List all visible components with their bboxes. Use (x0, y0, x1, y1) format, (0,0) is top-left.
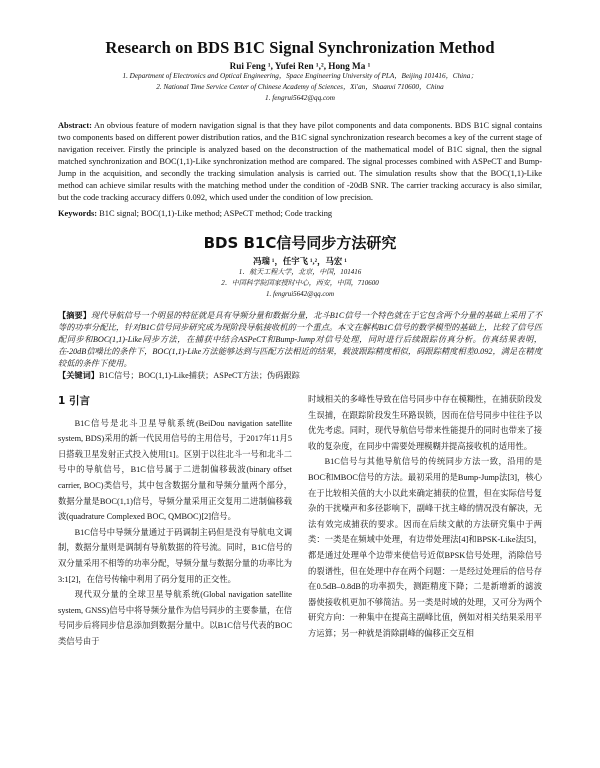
abstract-cn-label: 【摘要】 (58, 311, 91, 320)
email-cn: 1. fengrui5642@qq.com (265, 290, 335, 298)
abstract-en (58, 120, 542, 204)
left-paragraph-2: B1C信号中导频分量通过于码调制主码但是没有导航电文调制，数据分量则是调制有导航数据的符号流。同时，B1C信号的双分量采用不相等的功率分配，导频分量与数据分量的功率比为3:1[2]，在信号传输中利用了码分复用的正交性。 (58, 527, 292, 584)
left-paragraph-1: B1C信号是北斗卫星导航系统(BeiDou navigation satellite system, BDS)采用的新一代民用信号的主用信号，于2017年11月5日搭载卫星发射正式投入使用[1]。区别于以往北斗一号和北斗二号中的导航信号，B1C信号属于二进制偏移载波(binary offset carrier, BOC)类信号，其中包含数据分量和导频分量两个部分，数据分量是BOC(1,1)信号，导频分量采用正交复用二进制偏移载波(quadrature Complexed BOC, QMBOC)[2]信号。 (58, 418, 292, 522)
authors-cn: 冯瑞 ¹，任宇飞 ¹,²，马宏 ¹ (253, 257, 347, 266)
abstract-en-text: An obvious feature of modern navigation signal is that they have pilot components and data components. BDS B1C signal contains two components based on different power distribution ratios, and the B1C signal synchronization research becomes a key of the current stage of navigation receiver. Firstly the principle is analyzed based on the deconstruction of the mathematical model of B1C signal, then the signal matched synchronization and BOC(1,1)-Like synchronization method are compared. The signal processes combined with ASPeCT and Bump-Jump in the acquisition, and secondly the tracking simulation analysis is carried out. The simulation results show that the BOC(1,1)-Like method can achieve similar results with the matching method under the condition of -20dB SNR. The carrier tracking accuracy is also similar, but the code tracking accuracy differs 0.092, which used under the condition of low precision. (58, 121, 542, 202)
email-en: 1. fengrui5642@qq.com (265, 94, 335, 102)
right-column (308, 392, 542, 650)
affiliation-cn-1: 1．航天工程大学，北京，中国，101416 (238, 268, 362, 276)
keywords-en-label: Keywords: (58, 209, 98, 218)
abstract-cn-text: 现代导航信号一个明显的特征就是具有导频分量和数据分量，北斗B1C信号一个特色就在于它包含两个分量的基础上采用了不等的功率分配比，针对B1C信号同步研究成为现阶段导航接收机的一个重点。本文在解构B1C信号的数学模型的基础上，比较了信号匹配同步和BOC(1,1)-Like同步方法，在捕获中结合ASPeCT和Bump-Jump对信号处理，同时进行后续跟踪仿真分析。仿真结果表明，在-20dB信噪比的条件下，BOC(1,1)-Like方法能够达到与匹配方法相近的结果，载波跟踪精度相似，码跟踪精度相差0.092，满足在精度较低的条件下使用。 (58, 311, 542, 368)
section-heading-introduction: 1 引言 (58, 395, 90, 407)
right-paragraph-1: 时域相关的多峰性导致在信号同步中存在模糊性，在捕获阶段发生误捕，在跟踪阶段发生环路误锁，因而在信号同步中往往予以优先考虑。同时，现代导航信号带来性能提升的同时也带来了接收的复杂度，在同步中需要处理模糊并提高接收机的适用性。 (308, 395, 542, 451)
left-column (58, 392, 292, 650)
keywords-en (58, 208, 542, 220)
right-paragraph-2: B1C信号与其他导航信号的传统同步方法一致，沿用的是BOC和MBOC信号的方法。最初采用的是Bump-Jump法[3]，核心在于比较相关值的大小以此来确定捕获的位置，但在实际信号复杂的干扰噪声和多径影响下，副峰干扰主峰的情况没有解决，无法有效完成捕获的要求。因而在后续文献的方法研究集中于两类：一类是在频域中处理，有边带处理法[4]和BPSK-Like法[5]，都是通过处理单个边带来使信号近似BPSK信号处理，消除信号的裂谱性，但在处理中存在两个问题：一是经过处理后的信号存在0.5dB–0.8dB的功率损失，测距精度下降；二是新增新的滤波器使接收机更加不够简洁。另一类是时域的处理，又可分为两个研究方向：一种集中在提高主副峰比值，例如对相关结果采用平方运算；另一种就是消除副峰的偏移正交互相 (308, 457, 542, 638)
left-paragraph-3: 现代双分量的全球卫星导航系统(Global navigation satellite system, GNSS)信号中将导频分量作为信号同步的主要参量，在信号同步后将同步信息添加到数据分量中。以B1C信号代表的BOC类信号由于 (58, 590, 292, 646)
affiliation-cn-2: 2．中国科学院国家授时中心，西安，中国，710600 (221, 279, 379, 287)
affiliation-en-1: 1. Department of Electronics and Optical Engineering，Space Engineering University of PLA，Beijing 101416，China； (122, 72, 478, 80)
body-columns (58, 392, 542, 650)
abstract-cn (58, 310, 542, 370)
paper-title-en: Research on BDS B1C Signal Synchronization Method (105, 38, 495, 57)
keywords-cn-text: B1C信号；BOC(1,1)-Like捕获；ASPeCT方法；伪码跟踪 (98, 371, 300, 380)
authors-en: Rui Feng ¹, Yufei Ren ¹,², Hong Ma ¹ (229, 61, 371, 71)
abstract-en-label: Abstract: (58, 121, 92, 130)
keywords-cn-label: 【关键词】 (58, 371, 99, 380)
keywords-en-text: B1C signal; BOC(1,1)-Like method; ASPeCT method; Code tracking (99, 209, 333, 218)
keywords-cn (58, 370, 542, 382)
paper-title-cn: BDS B1C信号同步方法研究 (203, 234, 397, 252)
affiliation-en-2: 2. National Time Service Center of Chinese Academy of Sciences，Xi'an，Shaanxi 710600，China (156, 83, 444, 91)
